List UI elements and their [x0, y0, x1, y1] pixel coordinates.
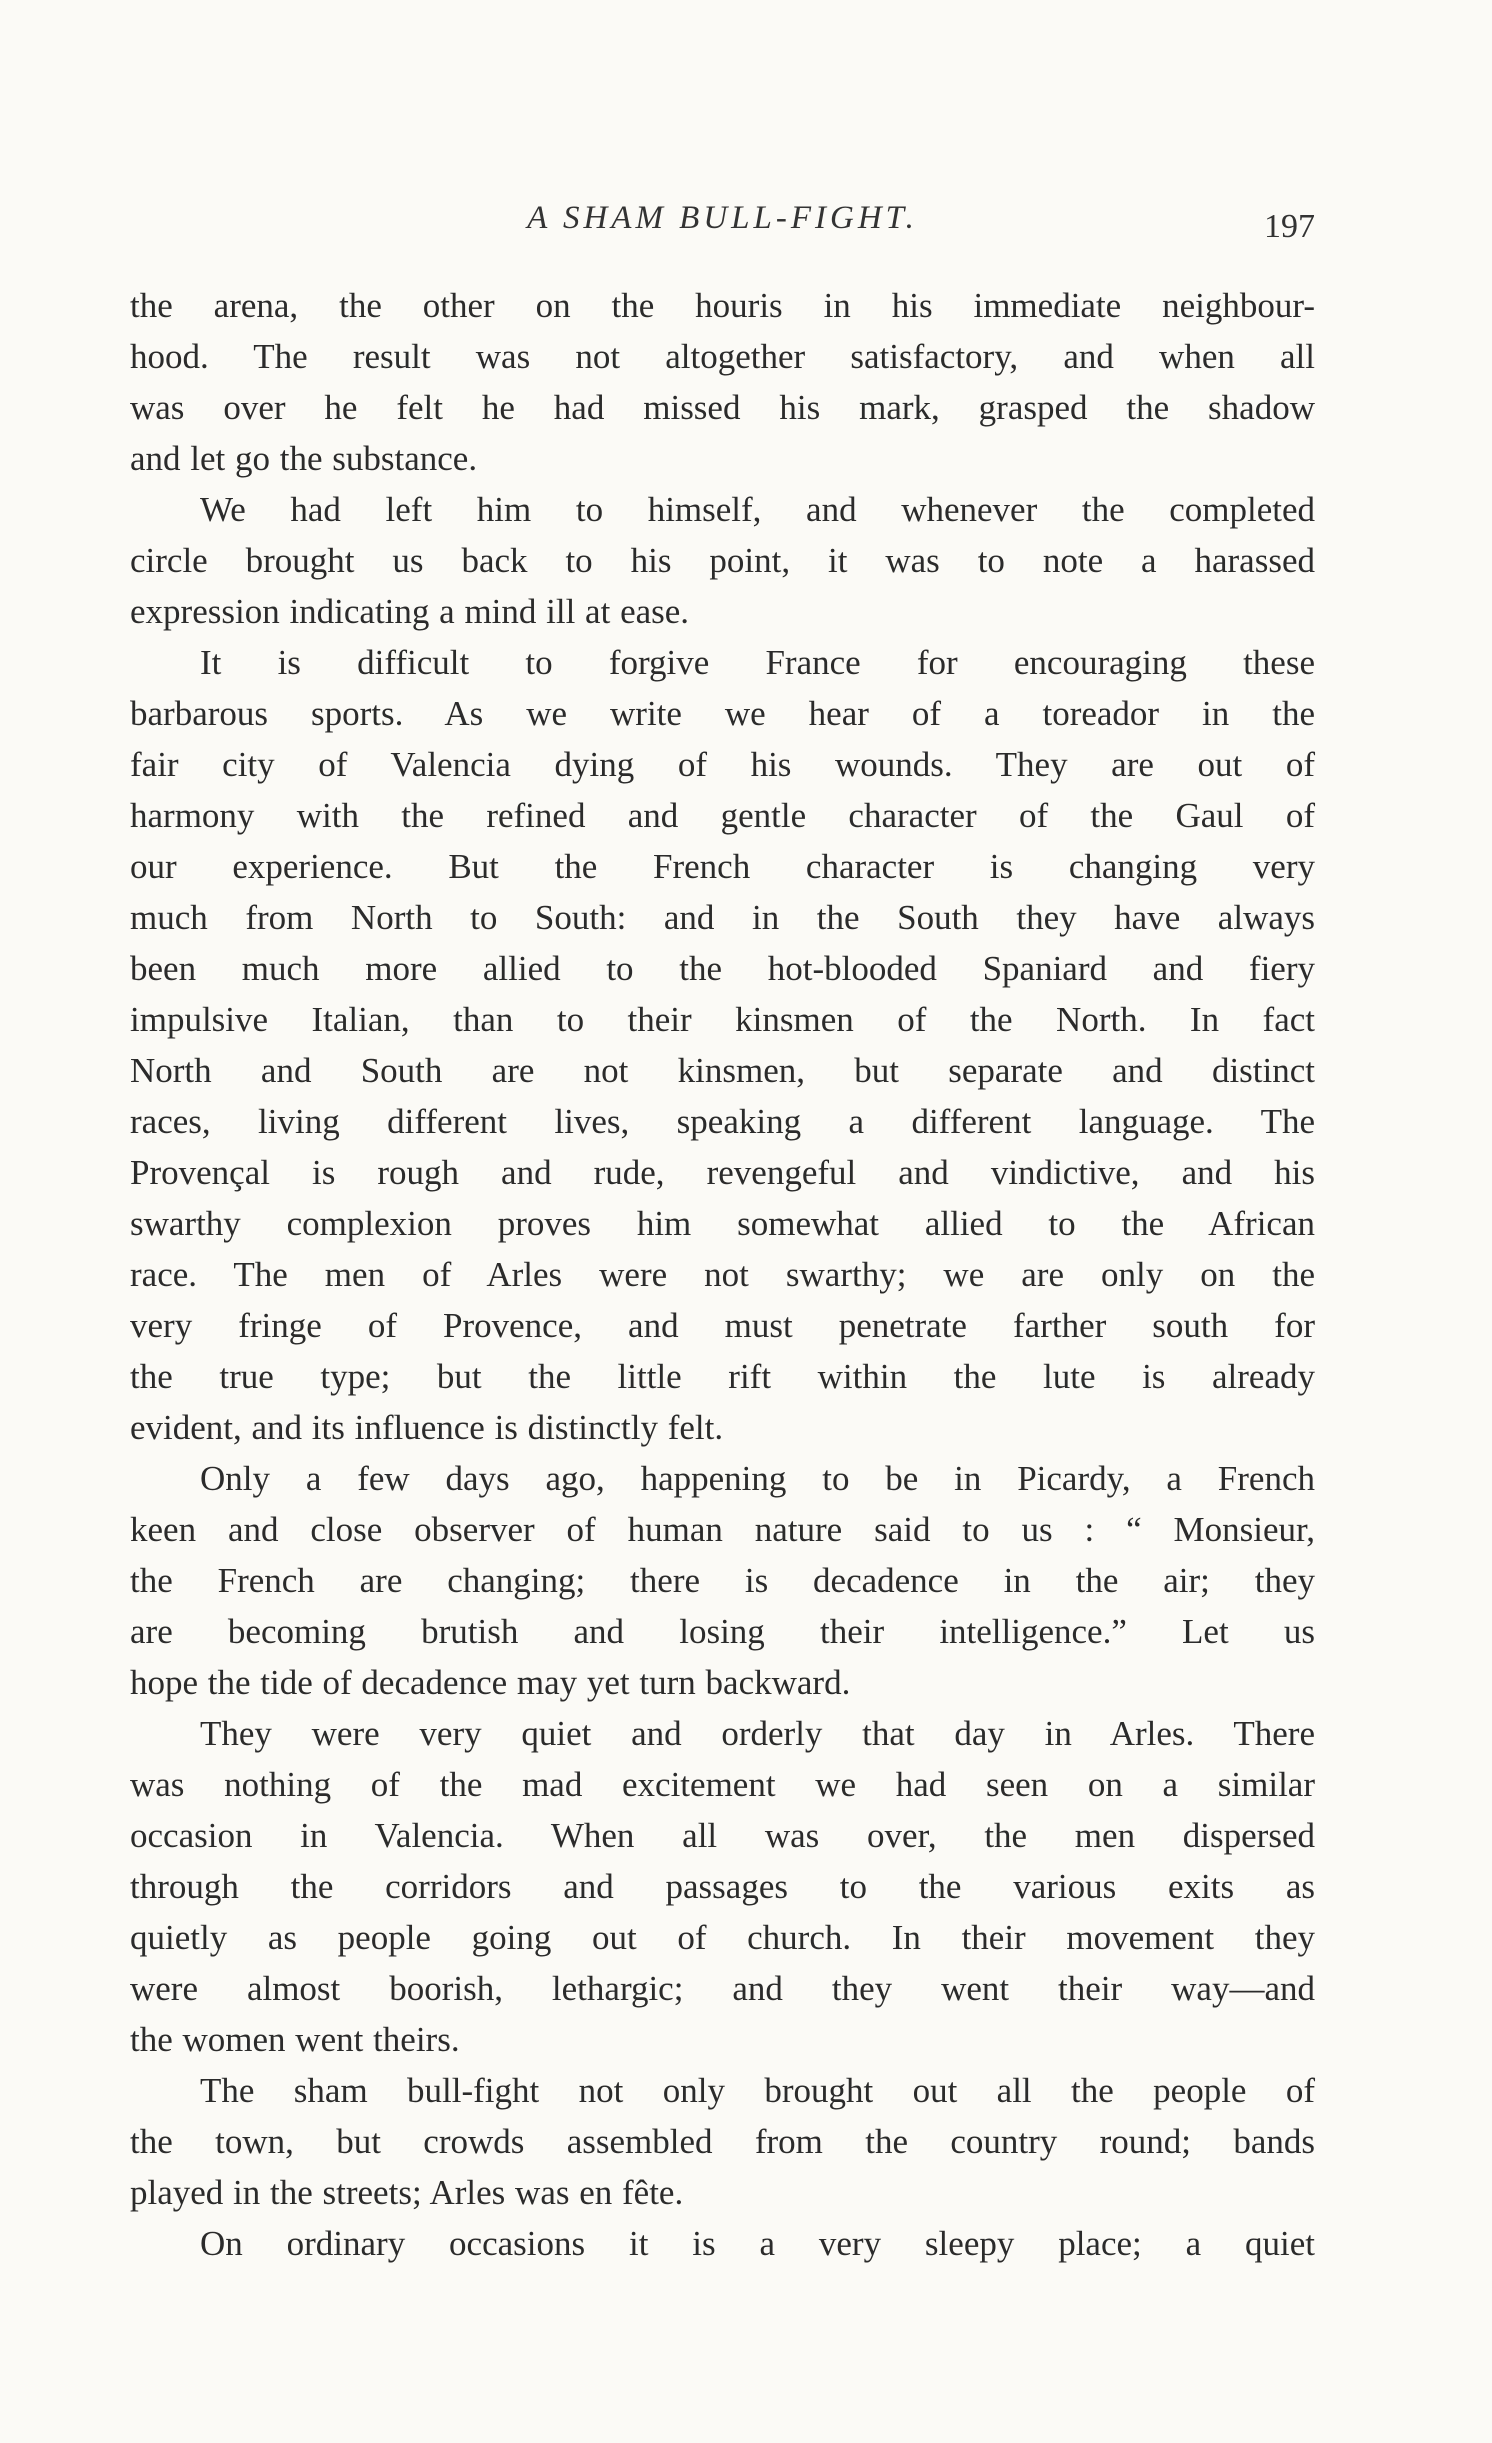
text-line: the arena, the other on the houris in his immediate neighbour-: [130, 286, 1315, 325]
text-line: evident, and its influence is distinctly felt.: [130, 1408, 724, 1447]
text-line: keen and close observer of human nature said to us : “ Monsieur,: [130, 1510, 1315, 1549]
text-line: circle brought us back to his point, it was to note a harassed: [130, 541, 1315, 580]
text-line: through the corridors and passages to the various exits as: [130, 1867, 1315, 1906]
running-title: A SHAM BULL-FIGHT.: [527, 200, 918, 236]
body-text: [130, 280, 1315, 2269]
text-line: was nothing of the mad excitement we had seen on a similar: [130, 1765, 1315, 1804]
running-head: [130, 190, 1315, 250]
text-line: very fringe of Provence, and must penetrate farther south for: [130, 1306, 1315, 1345]
text-line: It is difficult to forgive France for encouraging these: [200, 643, 1315, 682]
text-line: the women went theirs.: [130, 2020, 460, 2059]
text-line: fair city of Valencia dying of his wounds. They are out of: [130, 745, 1315, 784]
text-line: our experience. But the French character is changing very: [130, 847, 1315, 886]
text-line: and let go the substance.: [130, 439, 478, 478]
text-line: the French are changing; there is decadence in the air; they: [130, 1561, 1315, 1600]
text-line: barbarous sports. As we write we hear of a toreador in the: [130, 694, 1315, 733]
book-page: [130, 190, 1315, 2269]
text-line: been much more allied to the hot-blooded Spaniard and fiery: [130, 949, 1315, 988]
text-line: the town, but crowds assembled from the country round; bands: [130, 2122, 1315, 2161]
text-line: We had left him to himself, and whenever the completed: [200, 490, 1315, 529]
text-line: hood. The result was not altogether satisfactory, and when all: [130, 337, 1315, 376]
text-line: quietly as people going out of church. In their movement they: [130, 1918, 1315, 1957]
text-line: played in the streets; Arles was en fête.: [130, 2173, 684, 2212]
text-line: are becoming brutish and losing their intelligence.” Let us: [130, 1612, 1315, 1651]
text-line: impulsive Italian, than to their kinsmen of the North. In fact: [130, 1000, 1315, 1039]
text-line: hope the tide of decadence may yet turn backward.: [130, 1663, 851, 1702]
text-line: They were very quiet and orderly that day in Arles. There: [200, 1714, 1315, 1753]
text-line: The sham bull-fight not only brought out all the people of: [200, 2071, 1315, 2110]
text-line: Only a few days ago, happening to be in Picardy, a French: [200, 1459, 1315, 1498]
text-line: the true type; but the little rift within the lute is already: [130, 1357, 1315, 1396]
text-line: expression indicating a mind ill at ease.: [130, 592, 690, 631]
text-line: swarthy complexion proves him somewhat allied to the African: [130, 1204, 1315, 1243]
text-line: much from North to South: and in the South they have always: [130, 898, 1315, 937]
text-line: On ordinary occasions it is a very sleepy place; a quiet: [200, 2224, 1315, 2263]
text-line: was over he felt he had missed his mark, grasped the shadow: [130, 388, 1315, 427]
page-number: 197: [1264, 208, 1315, 245]
text-line: races, living different lives, speaking a different language. The: [130, 1102, 1315, 1141]
text-line: were almost boorish, lethargic; and they went their way—and: [130, 1969, 1315, 2008]
text-line: Provençal is rough and rude, revengeful and vindictive, and his: [130, 1153, 1315, 1192]
text-line: occasion in Valencia. When all was over, the men dispersed: [130, 1816, 1315, 1855]
text-line: race. The men of Arles were not swarthy; we are only on the: [130, 1255, 1315, 1294]
text-line: North and South are not kinsmen, but separate and distinct: [130, 1051, 1315, 1090]
text-line: harmony with the refined and gentle character of the Gaul of: [130, 796, 1315, 835]
